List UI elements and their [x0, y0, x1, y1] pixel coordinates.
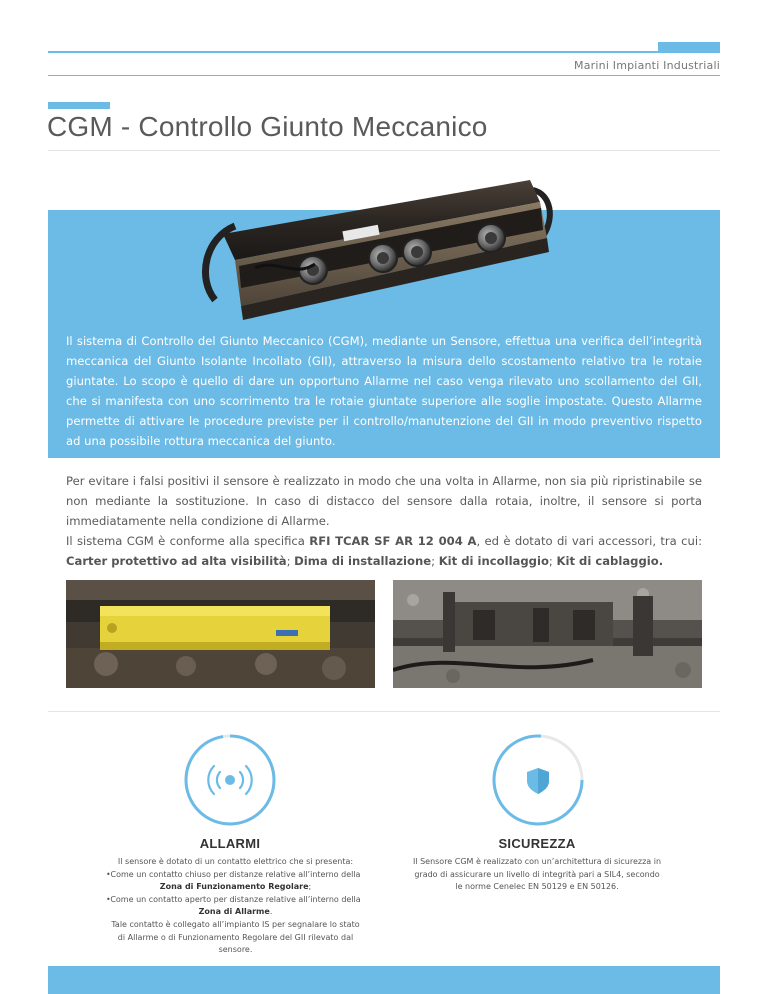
- accessory-kit-cablaggio: Kit di cablaggio.: [556, 554, 664, 568]
- alarms-description: [108, 856, 363, 957]
- title-rule: [48, 150, 720, 151]
- security-heading: SICUREZZA: [498, 836, 576, 851]
- accessory-carter: Carter protettivo ad alta visibilità: [66, 554, 287, 568]
- alarms-heading: ALLARMI: [199, 836, 261, 851]
- security-description: Il Sensore CGM è realizzato con un’architettura di sicurezza in grado di assicurare un livello di integrità pari a SIL4, secondo le norme Cenelec EN 50129 e EN 50126.: [412, 857, 662, 892]
- header-rule-bottom: [48, 75, 720, 76]
- alarms-outro: Tale contatto è collegato all’impianto IS per segnalare lo stato di Allarme o di Funzionamento Regolare del GII rilevato dal sensore.: [111, 919, 360, 955]
- alarms-progress-ring: [184, 734, 276, 826]
- accessory-dima: Dima di installazione: [294, 554, 432, 568]
- description-paragraph-1: Per evitare i falsi positivi il sensore è realizzato in modo che una volta in Allarme, non sia più ripristinabile se non mediante la sostituzione. In caso di distacco del sensore dalla rotaia, inoltre, il sensore si porta immediatamente nella condizione di Allarme.: [66, 474, 702, 528]
- accessory-kit-incollaggio: Kit di incollaggio: [438, 554, 549, 568]
- description-text: [66, 471, 702, 571]
- page-title: CGM - Controllo Giunto Meccanico: [47, 111, 488, 142]
- alarms-bullet-2: • Come un contatto aperto per distanze relative all’interno della Zona di Allarme.: [106, 894, 361, 917]
- section-divider: [48, 711, 720, 712]
- alarms-intro: Il sensore è dotato di un contatto elettrico che si presenta:: [117, 857, 354, 866]
- sensor-product-image: [195, 178, 555, 326]
- carter-installed-photo: [66, 580, 375, 688]
- footer-band: [48, 966, 720, 994]
- installation-jig-photo: [393, 580, 702, 688]
- header-accent-bar: [658, 42, 720, 51]
- alarms-bullet-1: • Come un contatto chiuso per distanze relative all’interno della Zona di Funzionamento Regolare;: [106, 869, 361, 892]
- spec-reference: RFI TCAR SF AR 12 004 A: [309, 534, 477, 548]
- header-rule: [48, 51, 720, 53]
- company-name: Marini Impianti Industriali: [574, 59, 720, 72]
- security-progress-ring: [492, 734, 584, 826]
- wireless-alarm-icon: [208, 766, 251, 794]
- shield-icon: [527, 768, 549, 794]
- description-paragraph-2: Il sistema CGM è conforme alla specifica RFI TCAR SF AR 12 004 A, ed è dotato di vari accessori, tra cui: Carter protettivo ad alta visibilità; Dima di installazione; Kit di incollaggio; Kit di cablaggio.: [66, 534, 702, 568]
- intro-paragraph: Il sistema di Controllo del Giunto Meccanico (CGM), mediante un Sensore, effettua una verifica dell’integrità meccanica del Giunto Isolante Incollato (GII), attraverso la misura dello scostamento relativo tra le rotaie giuntate. Lo scopo è quello di dare un opportuno Allarme nel caso venga rilevato uno scollamento del GII, che si manifesta con uno scorrimento tra le rotaie giuntate superiore alle soglie impostate. Questo Allarme permette di attivare le procedure previste per il controllo/manutenzione del GII in modo preventivo rispetto ad una possibile rottura meccanica del giunto.: [66, 334, 702, 448]
- title-accent-bar: [48, 102, 110, 109]
